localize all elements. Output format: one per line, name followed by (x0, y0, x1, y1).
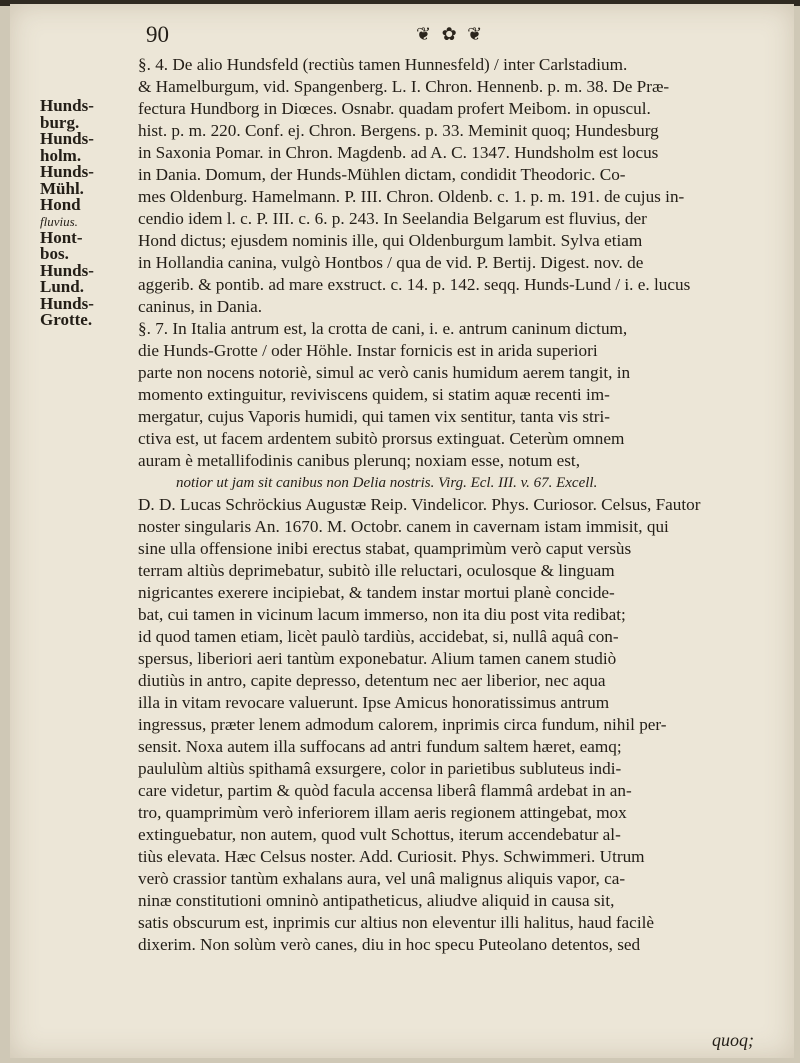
header-ornament-icon: ❦ ✿ ❦ (416, 24, 486, 44)
text-line: terram altiùs deprimebatur, subitò ille reluctari, oculosque & linguam (138, 561, 615, 580)
margin-note: Hunds- (40, 129, 94, 148)
text-line: §. 4. De alio Hundsfeld (rectiùs tamen Hunnesfeld) / inter Carlstadium. (138, 55, 628, 74)
margin-note: Hunds- (40, 96, 94, 115)
margin-note: bos. (40, 244, 69, 263)
margin-note: Grotte. (40, 310, 93, 329)
text-line: D. D. Lucas Schröckius Augustæ Reip. Vindelicor. Phys. Curiosor. Celsus, Fautor (138, 495, 701, 514)
page-number: 90 (146, 22, 169, 47)
text-line: dixerim. Non solùm verò canes, diu in hoc specu Puteolano detentos, sed (138, 935, 641, 954)
text-line: bat, cui tamen in vicinum lacum immerso, non ita diu post vita redibat; (138, 605, 626, 624)
verse-quote-line: notior ut jam sit canibus non Delia nostris. Virg. Ecl. III. v. 67. Excell. (176, 475, 598, 491)
margin-note: burg. (40, 112, 80, 132)
text-line: tro, quamprimùm verò inferiorem illam aeris regionem attingebat, mox (138, 803, 627, 822)
text-line: ctiva est, ut facem ardentem subitò prorsus extinguat. Ceterùm omnem (138, 429, 625, 448)
margin-note: Hunds- (40, 260, 94, 280)
text-line: hist. p. m. 220. Conf. ej. Chron. Bergens. p. 33. Meminit quoq; Hundesburg (138, 121, 659, 140)
catchword: quoq; (712, 1030, 754, 1050)
margin-note: fluvius. (40, 213, 78, 229)
text-line: satis obscurum est, inprimis cur altius non eleventur illi halitus, haud facilè (138, 913, 654, 932)
text-line: illa in vitam revocare valuerunt. Ipse Amicus honoratissimus antrum (138, 693, 610, 712)
margin-note: Hunds- (40, 162, 94, 181)
body-text (138, 54, 788, 956)
text-line: in Saxonia Pomar. in Chron. Magdenb. ad A. C. 1347. Hundsholm est locus (138, 143, 659, 162)
text-line: mes Oldenburg. Hamelmann. P. III. Chron. Oldenb. c. 1. p. m. 191. de cujus in- (138, 187, 685, 206)
page-header (146, 22, 786, 52)
text-line: verò crassior tantùm exhalans aura, vel unâ malignus aliquis vapor, ca- (138, 869, 626, 888)
text-line: parte non nocens notoriè, simul ac verò canis humidum aerem tangit, in (138, 363, 631, 382)
text-line: §. 7. In Italia antrum est, la crotta de cani, i. e. antrum caninum dictum, (138, 319, 628, 338)
text-line: spersus, liberiori aeri tantùm exponebatur. Alium tamen canem studiò (138, 649, 617, 668)
text-line: ingressus, præter lenem admodum calorem, inprimis circa fundum, nihil per- (138, 715, 667, 734)
text-line: extinguebatur, non autem, quod vult Schottus, iterum accendebatur al- (138, 825, 621, 844)
margin-note: holm. (40, 145, 82, 165)
text-line: in Hollandia canina, vulgò Hontbos / qua de vid. P. Bertij. Digest. nov. de (138, 253, 644, 272)
text-line: id quod tamen etiam, licèt paulò tardiùs, accidebat, si, nullâ aquâ con- (138, 627, 619, 646)
text-line: & Hamelburgum, vid. Spangenberg. L. I. Chron. Hennenb. p. m. 38. De Præ- (138, 77, 670, 96)
text-line: ninæ constitutioni omninò antipatheticus, aliudve aliquid in causa sit, (138, 891, 615, 910)
margin-note: Mühl. (40, 178, 84, 198)
text-line: noster singularis An. 1670. M. Octobr. canem in cavernam istam immisit, qui (138, 517, 669, 536)
text-line: care videtur, partim & quòd facula accensa liberâ flammâ ardebat in an- (138, 781, 632, 800)
text-line: sine ulla offensione inibi erectus stabat, quamprimùm verò caput versùs (138, 539, 632, 558)
text-line: diutiùs in antro, capite depresso, detentum nec aer liberior, nec aqua (138, 671, 606, 690)
margin-note: Hont- (40, 227, 83, 247)
text-line: mergatur, cujus Vaporis humidi, qui tamen vix sentitur, tanta vis stri- (138, 407, 611, 426)
margin-notes (40, 98, 132, 329)
text-line: auram è metallifodinis canibus plerunq; noxiam esse, notum est, (138, 451, 580, 470)
text-line: die Hunds-Grotte / oder Höhle. Instar fornicis est in arida superiori (138, 341, 598, 360)
text-line: nigricantes exerere incipiebat, & tandem instar mortui planè concide- (138, 583, 615, 602)
text-line: cendio idem l. c. P. III. c. 6. p. 243. In Seelandia Belgarum est fluvius, der (138, 209, 647, 228)
text-line: tiùs elevata. Hæc Celsus noster. Add. Curiosit. Phys. Schwimmeri. Utrum (138, 847, 645, 866)
text-line: paululùm altiùs spithamâ exsurgere, color in parietibus subluteus indi- (138, 759, 622, 778)
margin-note: Lund. (40, 277, 84, 296)
text-line: aggerib. & pontib. ad mare exstruct. c. 14. p. 142. seqq. Hunds-Lund / i. e. lucus (138, 275, 691, 294)
margin-note: Hunds- (40, 293, 94, 313)
text-line: Hond dictus; ejusdem nominis ille, qui Oldenburgum lambit. Sylva etiam (138, 231, 643, 250)
text-line: fectura Hundborg in Diœces. Osnabr. quadam profert Meibom. in opuscul. (138, 99, 651, 118)
text-line: sensit. Noxa autem illa suffocans ad antri fundum saltem hæret, eamq; (138, 737, 622, 756)
text-line: momento extinguitur, reviviscens quidem, si statim aquæ recenti im- (138, 385, 610, 404)
text-line: caninus, in Dania. (138, 297, 263, 316)
margin-note: Hond (40, 195, 81, 214)
text-line: in Dania. Domum, der Hunds-Mühlen dictam, condidit Theodoric. Co- (138, 165, 626, 184)
